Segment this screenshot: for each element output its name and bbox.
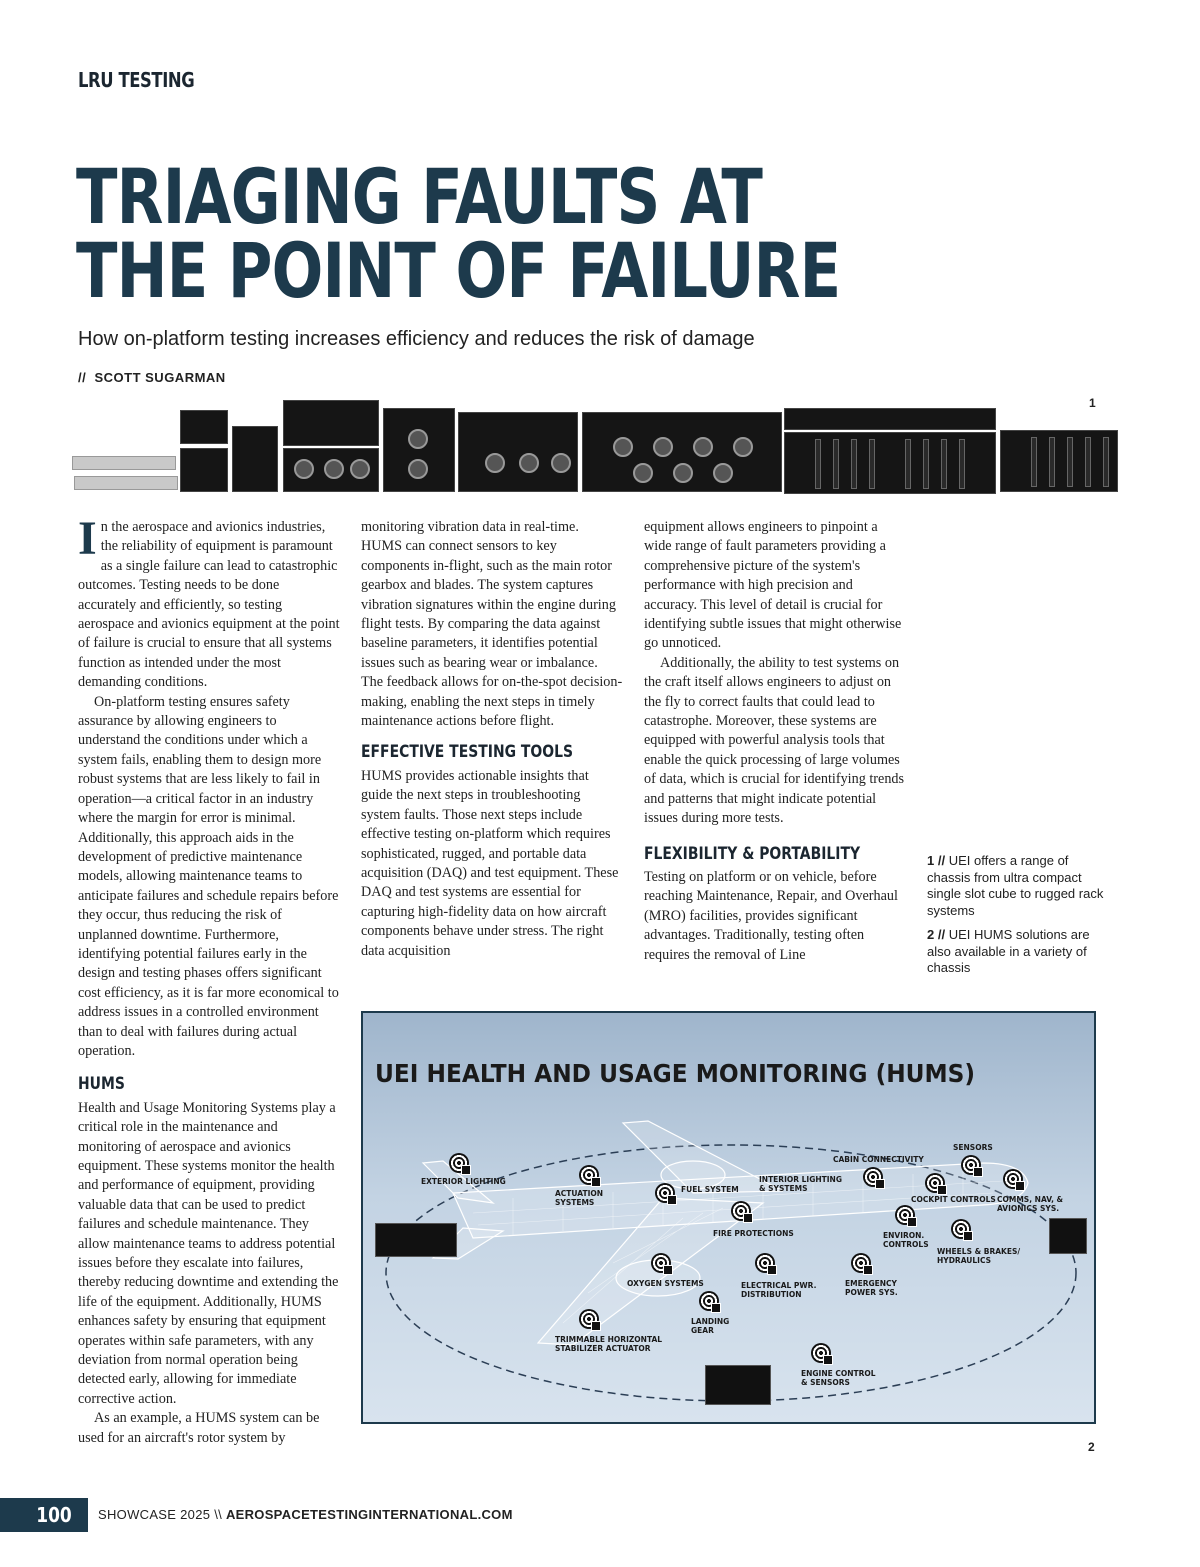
byline-prefix: // <box>78 370 87 385</box>
figure-2-number: 2 <box>1088 1440 1095 1454</box>
target-icon <box>1003 1169 1023 1189</box>
caption-1: 1 // UEI offers a range of chassis from ultra compact single slot cube to rugged rack systems <box>927 853 1104 918</box>
paragraph: Health and Usage Monitoring Systems play a critical role in the maintenance and monitoring of aerospace and avionics equipment. These systems monitor the health and performance of equipment, providing valuable data that can be used to predict failures and schedule maintenance. They allow maintenance teams to address potential issues before they escalate into failures, thereby reducing downtime and extending the life of the equipment. Additionally, HUMS enhances safety by ensuring that equipment operates within safe parameters, with any deviation from normal operation being detected early, allowing for immediate corrective action. <box>78 1099 339 1407</box>
target-icon <box>579 1309 599 1329</box>
label-oxygen-systems: OXYGEN SYSTEMS <box>627 1279 704 1288</box>
hums-diagram-title: UEI HEALTH AND USAGE MONITORING (HUMS) <box>375 1059 976 1088</box>
section-label: LRU TESTING <box>78 68 195 92</box>
footer-text <box>98 1507 513 1522</box>
label-cabin-connectivity: CABIN CONNECTIVITY <box>833 1155 924 1164</box>
subheading-hums: HUMS <box>78 1074 125 1095</box>
paragraph: HUMS provides actionable insights that guide the next steps in troubleshooting system faults. Those next steps include effective testing on-platform which requires sophisticated, rugged, and portable data acquisition (DAQ) and test equipment. These DAQ and test systems are essential for capturing high-fidelity data on how aircraft components behave under stress. The right data acquisition <box>361 767 619 959</box>
rack-chassis-image <box>375 1223 457 1257</box>
headline-line-2: THE POINT OF FAILURE <box>76 226 841 315</box>
target-icon <box>851 1253 871 1273</box>
rugged-chassis-image <box>705 1365 771 1405</box>
body-column-2 <box>361 518 623 961</box>
figure-captions <box>927 853 1107 985</box>
body-column-1 <box>78 512 340 1448</box>
cube-chassis-image <box>1049 1218 1087 1254</box>
figure-1-number: 1 <box>1089 396 1096 410</box>
footer-separator: \\ <box>214 1507 223 1522</box>
page-number: 100 <box>0 1498 88 1532</box>
footer-issue: SHOWCASE 2025 <box>98 1507 211 1522</box>
footer-site: AEROSPACETESTINGINTERNATIONAL.COM <box>225 1507 513 1522</box>
label-fire-protections: FIRE PROTECTIONS <box>713 1229 794 1238</box>
paragraph: Additionally, the ability to test systems on the craft itself allows engineers to adjust on the fly to correct faults that could lead to catastrophe. Moreover, these systems are equipped with powerful analysis tools that enable the quick processing of large volumes of data, which is crucial for identifying trends and patterns that might indicate potential issues during more tests. <box>644 654 905 827</box>
paragraph: In the aerospace and avionics industries, the reliability of equipment is paramount as a single failure can lead to catastrophic outcomes. Testing needs to be done accurately and efficiently, so testing aerospace and avionics equipment at the point of failure is crucial to ensure that all systems function as intended under the most demanding conditions. <box>78 512 340 691</box>
paragraph: On-platform testing ensures safety assurance by allowing engineers to understand the conditions under which a system fails, enabling them to design more robust systems that are less likely to fail in operation—a critical factor in an industry where the margin for error is minimal. Additionally, this approach aids in the development of predictive maintenance models, allowing maintenance teams to anticipate failures and schedule repairs before they occur, thus reducing the risk of unplanned downtime. Furthermore, identifying potential failures early in the design and testing phases offers significant cost efficiency, as it is far more economical to address issues in a controlled environment than to deal with failures during actual operation. <box>78 693 339 1059</box>
paragraph: monitoring vibration data in real-time. HUMS can connect sensors to key components in-flight, such as the main rotor gearbox and blades. The system captures vibration signatures within the engine during flight tests. By comparing the data against baseline parameters, it identifies potential issues such as bearing wear or imbalance. The feedback allows for on-the-spot decision-making, enabling the next steps in timely maintenance actions before flight. <box>361 519 623 730</box>
hardware-product-photo <box>70 400 1122 496</box>
label-landing-gear: LANDING GEAR <box>691 1317 730 1335</box>
label-environ-controls: ENVIRON. CONTROLS <box>883 1231 929 1249</box>
hums-diagram <box>361 1011 1096 1424</box>
label-wheels-brakes: WHEELS & BRAKES/ HYDRAULICS <box>937 1247 1021 1265</box>
target-icon <box>449 1153 469 1173</box>
subheading-flexibility-portability: FLEXIBILITY & PORTABILITY <box>644 843 861 864</box>
target-icon <box>895 1205 915 1225</box>
byline <box>78 370 226 385</box>
subheading-effective-testing-tools: EFFECTIVE TESTING TOOLS <box>361 742 574 763</box>
target-icon <box>731 1201 751 1221</box>
label-fuel-system: FUEL SYSTEM <box>681 1185 739 1194</box>
aircraft-wireframe-illustration <box>363 1013 1096 1424</box>
label-actuation-systems: ACTUATION SYSTEMS <box>555 1189 604 1207</box>
drop-cap: I <box>78 512 97 565</box>
target-icon <box>961 1155 981 1175</box>
label-trimmable-stabilizer: TRIMMABLE HORIZONTAL STABILIZER ACTUATOR <box>555 1335 663 1353</box>
paragraph: As an example, a HUMS system can be used for an aircraft's rotor system by <box>78 1410 320 1446</box>
target-icon <box>925 1173 945 1193</box>
headline <box>76 152 841 315</box>
target-icon <box>651 1253 671 1273</box>
target-icon <box>863 1167 883 1187</box>
label-interior-lighting: INTERIOR LIGHTING & SYSTEMS <box>759 1175 842 1193</box>
headline-line-1: TRIAGING FAULTS AT <box>76 152 763 241</box>
label-comms-nav: COMMS, NAV, & AVIONICS SYS. <box>997 1195 1064 1213</box>
target-icon <box>951 1219 971 1239</box>
target-icon <box>811 1343 831 1363</box>
target-icon <box>755 1253 775 1273</box>
target-icon <box>699 1291 719 1311</box>
paragraph: Testing on platform or on vehicle, before reaching Maintenance, Repair, and Overhaul (MRO) facilities, provides significant advantages. Traditionally, testing often requires the removal of Line <box>644 868 898 963</box>
label-electrical-power: ELECTRICAL PWR. DISTRIBUTION <box>741 1281 817 1299</box>
subhead: How on-platform testing increases efficiency and reduces the risk of damage <box>78 328 755 350</box>
target-icon <box>655 1183 675 1203</box>
label-engine-control: ENGINE CONTROL & SENSORS <box>801 1369 876 1387</box>
label-sensors: SENSORS <box>953 1143 993 1152</box>
label-exterior-lighting: EXTERIOR LIGHTING <box>421 1177 506 1186</box>
body-column-3 <box>644 518 906 965</box>
target-icon <box>579 1165 599 1185</box>
label-cockpit-controls: COCKPIT CONTROLS <box>911 1195 996 1204</box>
paragraph: equipment allows engineers to pinpoint a wide range of fault parameters providing a comprehensive picture of the system's performance with high precision and accuracy. This level of detail is crucial for identifying subtle issues that might otherwise go unnoticed. <box>644 519 902 652</box>
byline-author: SCOTT SUGARMAN <box>94 370 226 385</box>
caption-2: 2 // UEI HUMS solutions are also available in a variety of chassis <box>927 927 1090 975</box>
label-emergency-power: EMERGENCY POWER SYS. <box>845 1279 898 1297</box>
